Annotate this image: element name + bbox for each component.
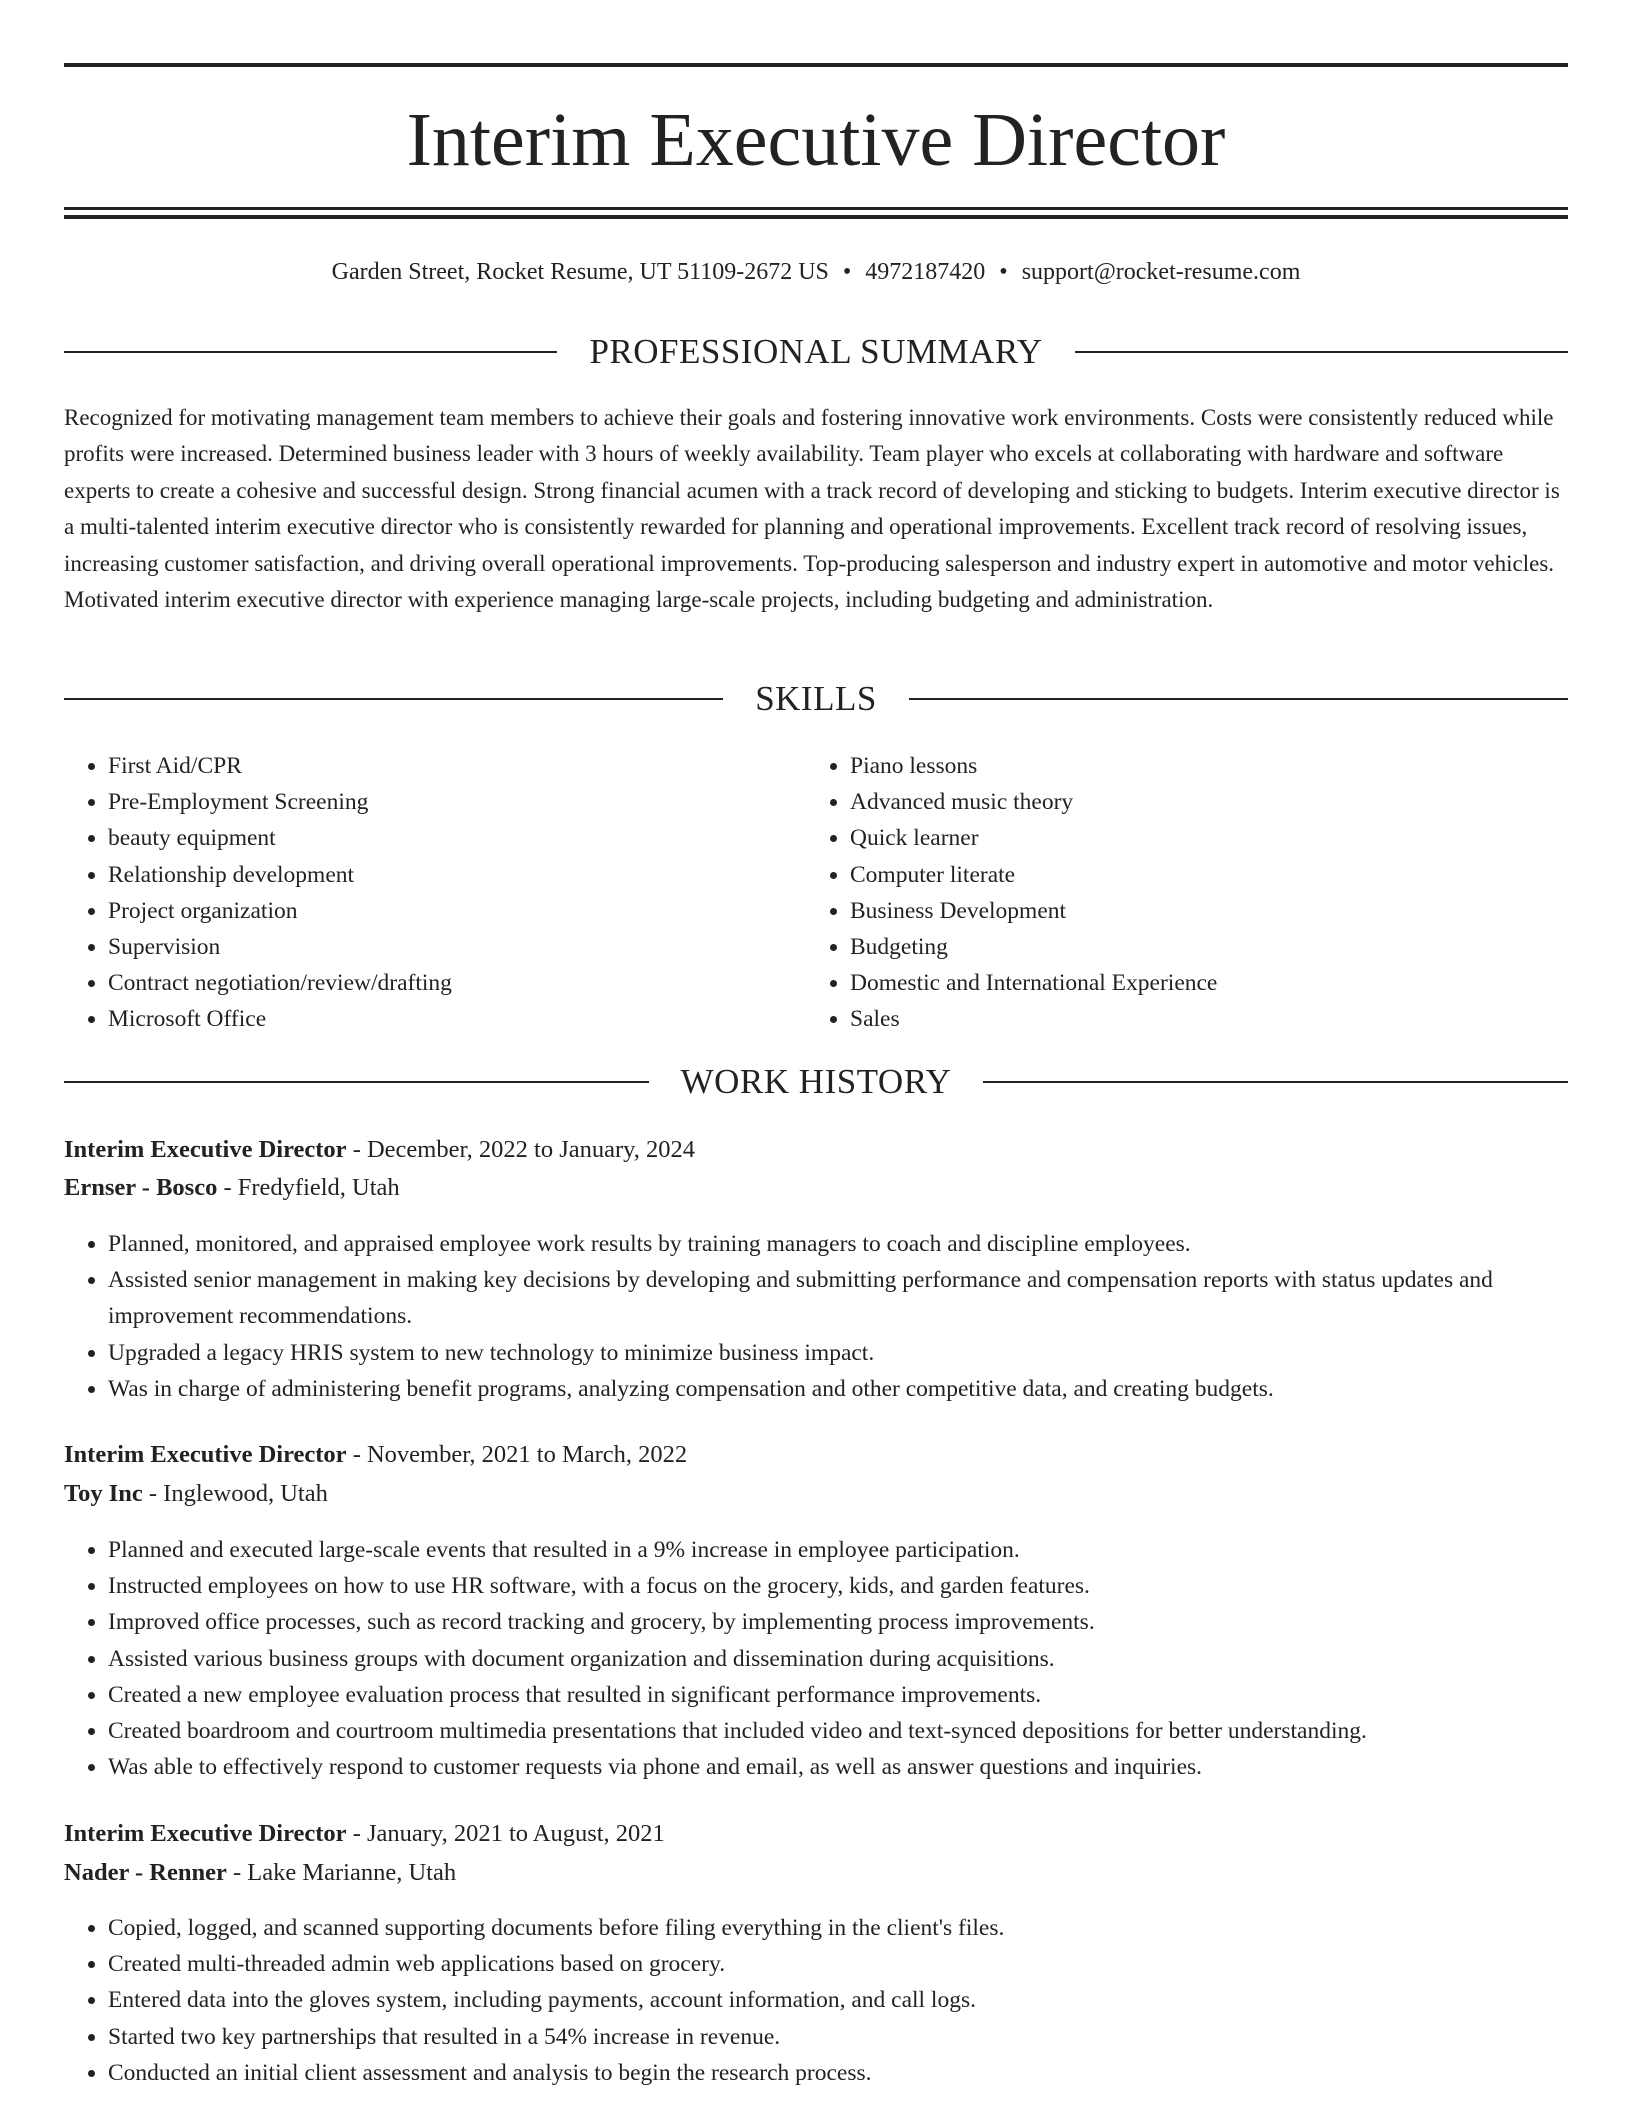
job-dates: - December, 2022 to January, 2024: [346, 1136, 696, 1163]
duty-item: • Started two key partnerships that resulted in a 54% increase in revenue.: [108, 2019, 1568, 2055]
duty-item: • Improved office processes, such as record tracking and grocery, by implementing process improvements.: [108, 1604, 1568, 1640]
divider-line: [909, 698, 1568, 700]
skill-item: • Domestic and International Experience: [850, 965, 1610, 1001]
job-dates: - November, 2021 to March, 2022: [346, 1441, 688, 1468]
skill-item: • Pre-Employment Screening: [108, 784, 798, 820]
job-location: - Fredyfield, Utah: [217, 1174, 400, 1201]
skill-item: • Budgeting: [850, 929, 1610, 965]
skill-item: • Project organization: [108, 893, 798, 929]
duty-item: • Was in charge of administering benefit programs, analyzing compensation and other competitive data, and creating budgets.: [108, 1371, 1568, 1407]
job-dates: - January, 2021 to August, 2021: [346, 1820, 665, 1847]
divider-line: [64, 1081, 649, 1083]
job-location: - Lake Marianne, Utah: [226, 1859, 457, 1886]
skill-item: • Sales: [850, 1001, 1610, 1037]
summary-section-header: [64, 330, 1568, 374]
duty-item: • Copied, logged, and scanned supporting documents before filing everything in the client's files.: [108, 1910, 1568, 1946]
job-title-line: [64, 1437, 1568, 1473]
skill-item: • Piano lessons: [850, 748, 1610, 784]
summary-heading: PROFESSIONAL SUMMARY: [589, 332, 1043, 371]
job-duties-list: [64, 1226, 1568, 1407]
skill-item: • Computer literate: [850, 857, 1610, 893]
job-company-line: [64, 1476, 1568, 1512]
duty-item: • Assisted various business groups with document organization and dissemination during acquisitions.: [108, 1641, 1568, 1677]
job-title-line: [64, 1816, 1568, 1852]
skill-item: • First Aid/CPR: [108, 748, 798, 784]
job-duties-list: [64, 1910, 1568, 2091]
job-title: Interim Executive Director: [64, 1820, 347, 1847]
header-bottom-rule-second: [64, 215, 1568, 219]
contact-separator: •: [842, 259, 852, 285]
divider-line: [983, 1081, 1568, 1083]
contact-address: Garden Street, Rocket Resume, UT 51109-2672 US: [331, 259, 829, 285]
duty-item: • Created a new employee evaluation process that resulted in significant performance improvements.: [108, 1677, 1568, 1713]
contact-email: support@rocket-resume.com: [1021, 259, 1301, 285]
job-company: Nader - Renner: [64, 1859, 227, 1886]
divider-line: [1075, 351, 1568, 353]
job-location: - Inglewood, Utah: [142, 1480, 328, 1507]
work-section-header: [64, 1060, 1568, 1104]
job-title: Interim Executive Director: [64, 1441, 347, 1468]
divider-line: [64, 351, 557, 353]
job-company: Toy Inc: [64, 1480, 143, 1507]
skill-item: • Supervision: [108, 929, 798, 965]
resume-title: Interim Executive Director: [406, 98, 1226, 182]
duty-item: • Was able to effectively respond to customer requests via phone and email, as well as answer questions and inquiries.: [108, 1749, 1568, 1785]
skill-item: • Business Development: [850, 893, 1610, 929]
skills-list-right: [806, 748, 1610, 1038]
work-heading: WORK HISTORY: [680, 1062, 952, 1101]
job-company-line: [64, 1855, 1568, 1891]
summary-text: Recognized for motivating management team members to achieve their goals and fostering innovative work environments. Costs were consistently reduced while profits were increased. Determined business leader with 3 hours of weekly availability. Team player who excels at collaborating with hardware and software experts to create a cohesive and successful design. Strong financial acumen with a track record of developing and sticking to budgets. Interim executive director is a multi-talented interim executive director who is consistently rewarded for planning and operational improvements. Excellent track record of resolving issues, increasing customer satisfaction, and driving overall operational improvements. Top-producing salesperson and industry expert in automotive and motor vehicles. Motivated interim executive director with experience managing large-scale projects, including budgeting and administration.: [64, 405, 1560, 613]
header-bottom-rule: [64, 207, 1568, 210]
job-title: Interim Executive Director: [64, 1136, 347, 1163]
divider-line: [64, 698, 723, 700]
header-top-rule: [64, 63, 1568, 67]
duty-item: • Upgraded a legacy HRIS system to new technology to minimize business impact.: [108, 1335, 1568, 1371]
job-company-line: [64, 1170, 1568, 1206]
duty-item: • Planned and executed large-scale events that resulted in a 9% increase in employee participation.: [108, 1532, 1568, 1568]
contact-line: [64, 256, 1568, 288]
duty-item: • Instructed employees on how to use HR software, with a focus on the grocery, kids, and garden features.: [108, 1568, 1568, 1604]
duty-item: • Created boardroom and courtroom multimedia presentations that included video and text-synced depositions for better understanding.: [108, 1713, 1568, 1749]
duty-item: • Entered data into the gloves system, including payments, account information, and call logs.: [108, 1982, 1568, 2018]
job-company: Ernser - Bosco: [64, 1174, 218, 1201]
skill-item: • beauty equipment: [108, 820, 798, 856]
contact-phone: 4972187420: [865, 259, 986, 285]
skill-item: • Relationship development: [108, 857, 798, 893]
skill-item: • Contract negotiation/review/drafting: [108, 965, 798, 1001]
skill-item: • Quick learner: [850, 820, 1610, 856]
duty-item: • Assisted senior management in making key decisions by developing and submitting performance and compensation reports with status updates and improvement recommendations.: [108, 1262, 1568, 1334]
duty-item: • Created multi-threaded admin web applications based on grocery.: [108, 1946, 1568, 1982]
job-title-line: [64, 1132, 1568, 1168]
skills-list-left: [64, 748, 798, 1038]
skills-heading: SKILLS: [755, 679, 877, 718]
contact-separator: •: [999, 259, 1008, 285]
duty-item: • Planned, monitored, and appraised employee work results by training managers to coach and discipline employees.: [108, 1226, 1568, 1262]
skill-item: • Microsoft Office: [108, 1001, 798, 1037]
skills-section-header: [64, 677, 1568, 721]
skill-item: • Advanced music theory: [850, 784, 1610, 820]
job-duties-list: [64, 1532, 1568, 1785]
duty-item: • Conducted an initial client assessment and analysis to begin the research process.: [108, 2055, 1568, 2091]
